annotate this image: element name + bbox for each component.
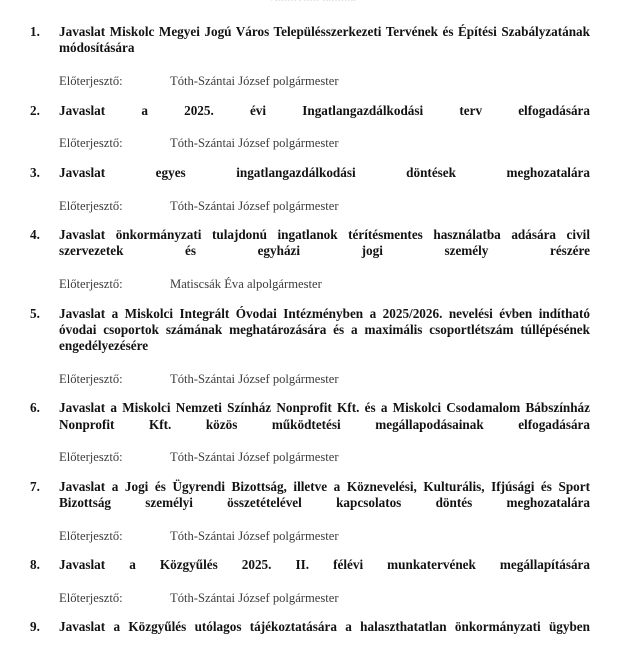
agenda-item	[0, 557, 627, 606]
agenda-item	[0, 400, 627, 466]
presenter-label: Előterjesztő:	[59, 450, 123, 465]
presenter-name: Tóth-Szántai József polgármester	[170, 136, 339, 151]
presenter-name: Tóth-Szántai József polgármester	[170, 450, 339, 465]
agenda-item-title: Javaslat a Miskolci Nemzeti Színház Nonprofit Kft. és a Miskolci Csodamalom Bábszínház Nonprofit Kft. közös működtetési megállapodásainak elfogadására	[59, 400, 590, 432]
presenter-label: Előterjesztő:	[59, 277, 123, 292]
presenter-label: Előterjesztő:	[59, 591, 123, 606]
agenda-item-presenter	[59, 528, 590, 544]
agenda-item	[0, 24, 627, 90]
agenda-item-number: 2.	[30, 102, 40, 118]
running-header	[0, 0, 627, 1]
agenda-item-presenter	[59, 276, 590, 292]
presenter-label: Előterjesztő:	[59, 198, 123, 213]
agenda-item-presenter	[59, 590, 590, 606]
agenda-item-title: Javaslat a Miskolci Integrált Óvodai Intézményben a 2025/2026. nevelési évben indítható óvodai csoportok számának meghatározására és a maximális csoportlétszám túllépésének engedélyezésére	[59, 305, 590, 354]
agenda-item-title: Javaslat egyes ingatlangazdálkodási döntések meghozatalára	[59, 164, 590, 180]
agenda-item	[0, 165, 627, 214]
agenda-list	[0, 24, 627, 651]
presenter-name: Matiscsák Éva alpolgármester	[170, 277, 322, 292]
presenter-label: Előterjesztő:	[59, 371, 123, 386]
agenda-item-number: 4.	[30, 227, 40, 243]
presenter-label: Előterjesztő:	[59, 74, 123, 89]
agenda-item-number: 3.	[30, 164, 40, 180]
agenda-item-presenter	[59, 135, 590, 151]
agenda-item-number: 8.	[30, 557, 40, 573]
agenda-item-title: Javaslat Miskolc Megyei Jogú Város Településszerkezeti Tervének és Építési Szabályzatának módosítására	[59, 24, 590, 56]
agenda-item-number: 7.	[30, 478, 40, 494]
agenda-item-number: 9.	[30, 618, 40, 634]
agenda-item-number: 6.	[30, 400, 40, 416]
agenda-item-number: 1.	[30, 24, 40, 39]
agenda-item-presenter	[59, 198, 590, 214]
presenter-name: Tóth-Szántai József polgármester	[170, 74, 339, 89]
agenda-item	[0, 306, 627, 388]
presenter-name: Tóth-Szántai József polgármester	[170, 371, 339, 386]
agenda-item-title: Javaslat önkormányzati tulajdonú ingatlanok térítésmentes használatba adására civil szervezetek és egyházi jogi személy részére	[59, 227, 590, 259]
agenda-item	[0, 619, 627, 651]
agenda-item-title: Javaslat a Közgyűlés 2025. II. félévi munkatervének megállapítására	[59, 557, 590, 573]
agenda-item-title: Javaslat a Jogi és Ügyrendi Bizottság, illetve a Köznevelési, Kulturális, Ifjúsági és Sport Bizottság személyi összetételével kapcsolatos döntés meghozatalára	[59, 478, 590, 511]
presenter-label: Előterjesztő:	[59, 529, 123, 543]
agenda-item-number: 5.	[30, 305, 40, 321]
agenda-item	[0, 227, 627, 293]
presenter-name: Tóth-Szántai József polgármester	[170, 529, 339, 543]
presenter-label: Előterjesztő:	[59, 136, 123, 151]
agenda-item-title: Javaslat a 2025. évi Ingatlangazdálkodási terv elfogadására	[59, 102, 590, 118]
agenda-item-presenter	[59, 73, 590, 89]
presenter-name: Tóth-Szántai József polgármester	[170, 198, 339, 213]
agenda-item-title: Javaslat a Közgyűlés utólagos tájékoztatására a halaszthatatlan önkormányzati ügyben	[59, 618, 590, 634]
agenda-item-presenter	[59, 371, 590, 387]
agenda-item	[0, 103, 627, 152]
agenda-item-presenter	[59, 449, 590, 465]
presenter-name: Tóth-Szántai József polgármester	[170, 591, 339, 606]
